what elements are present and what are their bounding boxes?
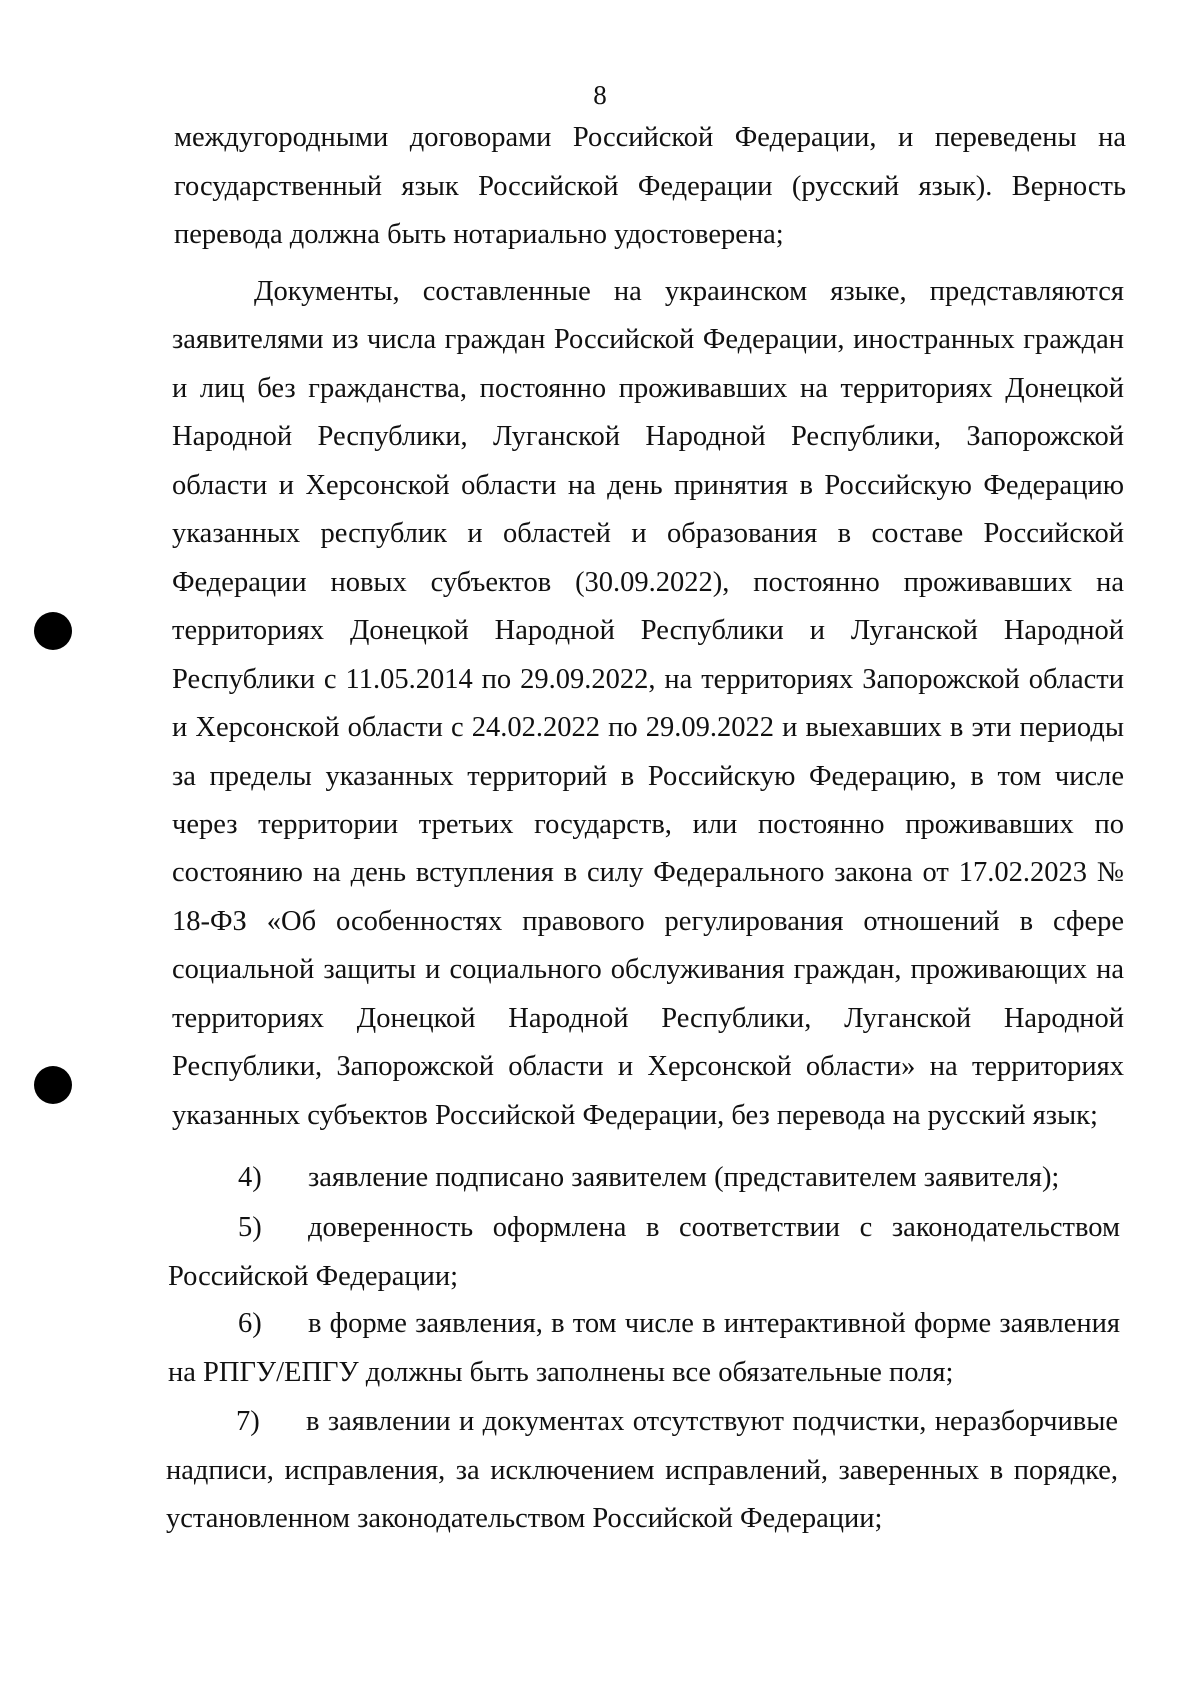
list-item-text: в форме заявления, в том числе в интерактивной форме заявления на РПГУ/ЕПГУ должны быть заполнены все обязательные поля; [168, 1308, 1120, 1388]
list-item-4 [168, 1154, 1120, 1203]
page-number: 8 [593, 80, 607, 110]
paragraph-intro: междугородными договорами Российской Федерации, и переведены на государственный язык Российской Федерации (русский язык). Верность перевода должна быть нотариально удостоверена; [174, 122, 1126, 251]
hole-punch-mark [34, 612, 72, 650]
list-item-number: 5) [238, 1212, 262, 1243]
list-item-text: доверенность оформлена в соответствии с законодательством Российской Федерации; [168, 1212, 1120, 1292]
list-item-7 [166, 1398, 1118, 1544]
list-item-text: в заявлении и документах отсутствуют подчистки, неразборчивые надписи, исправления, за исключением исправлений, заверенных в порядке, установленном законодательством Российской Федерации; [166, 1406, 1118, 1535]
list-item-number: 4) [238, 1162, 262, 1193]
list-item-number: 6) [238, 1308, 262, 1339]
list-item-number: 7) [236, 1406, 260, 1437]
paragraph-documents: Документы, составленные на украинском языке, представляются заявителями из числа граждан Российской Федерации, иностранных граждан и лиц без гражданства, постоянно проживавших на территориях Донецкой Народной Республики, Луганской Народной Республики, Запорожской области и Херсонской области на день принятия в Российскую Федерацию указанных республик и областей и образования в составе Российской Федерации новых субъектов (30.09.2022), постоянно проживавших на территориях Донецкой Народной Республики и Луганской Народной Республики с 11.05.2014 по 29.09.2022, на территориях Запорожской области и Херсонской области с 24.02.2022 по 29.09.2022 и выехавших в эти периоды за пределы указанных территорий в Российскую Федерацию, в том числе через территории третьих государств, или постоянно проживавших по состоянию на день вступления в силу Федерального закона от 17.02.2023 № 18-ФЗ «Об особенностях правового регулирования отношений в сфере социальной защиты и социального обслуживания граждан, проживающих на территориях Донецкой Народной Республики, Луганской Народной Республики, Запорожской области и Херсонской области» на территориях указанных субъектов Российской Федерации, без перевода на русский язык; [172, 276, 1124, 1131]
list-item-5 [168, 1204, 1120, 1301]
list-item-text: заявление подписано заявителем (представителем заявителя); [308, 1162, 1060, 1193]
list-item-6 [168, 1300, 1120, 1397]
hole-punch-mark [34, 1066, 72, 1104]
